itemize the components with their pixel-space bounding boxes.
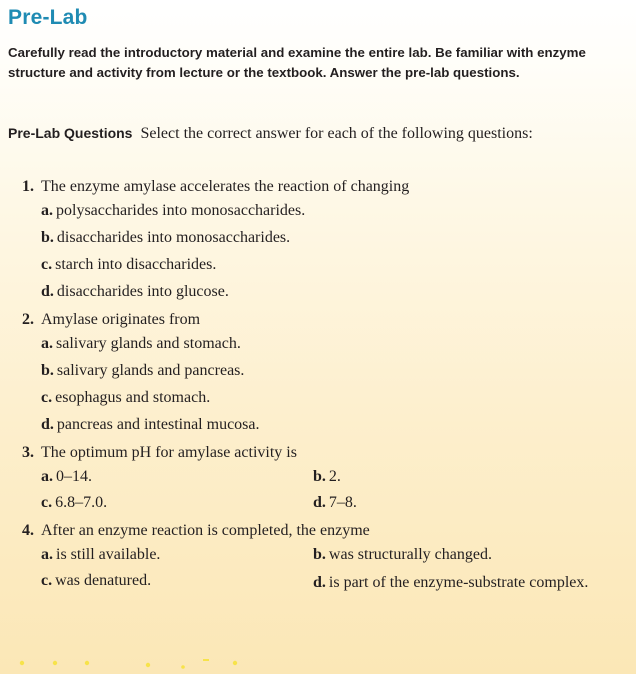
option-letter: c.	[41, 494, 53, 511]
option-text: disaccharides into monosaccharides.	[56, 229, 291, 246]
question-2	[22, 311, 622, 329]
question-number: 4.	[22, 522, 34, 539]
option-2a[interactable]	[41, 335, 601, 353]
option-text: esophagus and stomach.	[55, 389, 211, 406]
question-number: 2.	[22, 311, 34, 328]
option-1d[interactable]	[41, 283, 601, 301]
decorative-dot	[181, 665, 185, 669]
option-text: salivary glands and stomach.	[56, 335, 241, 352]
question-text: The optimum pH for amylase activity is	[41, 444, 297, 461]
option-letter: a.	[41, 335, 53, 352]
option-text: is still available.	[56, 546, 161, 563]
option-text: 6.8–7.0.	[55, 494, 108, 511]
question-4	[22, 522, 622, 540]
decorative-dot	[53, 661, 57, 665]
section-title: Pre-Lab	[8, 6, 88, 29]
decorative-dot	[20, 661, 24, 665]
option-text: starch into disaccharides.	[55, 256, 217, 273]
option-letter: b.	[313, 546, 326, 563]
option-letter: d.	[313, 574, 326, 591]
option-text: 0–14.	[56, 468, 92, 485]
option-2b[interactable]	[41, 362, 601, 380]
option-1a[interactable]	[41, 202, 601, 220]
option-letter: b.	[313, 468, 326, 485]
option-letter: b.	[41, 362, 54, 379]
decorative-dash	[203, 659, 209, 661]
decorative-dots	[0, 655, 636, 674]
option-letter: d.	[41, 416, 54, 433]
option-text: polysaccharides into monosaccharides.	[56, 202, 306, 219]
option-4d[interactable]	[313, 572, 603, 594]
questions-label: Pre-Lab Questions	[8, 125, 133, 141]
decorative-dot	[146, 663, 150, 667]
option-3b[interactable]	[313, 468, 583, 486]
option-text: 2.	[328, 468, 341, 485]
decorative-dot	[85, 661, 89, 665]
option-3d[interactable]	[313, 494, 583, 512]
option-4c[interactable]	[41, 572, 311, 590]
option-2c[interactable]	[41, 389, 601, 407]
intro-paragraph: Carefully read the introductory material and examine the entire lab. Be familiar with enzyme structure and activity from lecture or the textbook. Answer the pre-lab questions.	[8, 45, 586, 80]
question-3	[22, 444, 622, 462]
option-1b[interactable]	[41, 229, 601, 247]
option-letter: c.	[41, 389, 53, 406]
option-text: was denatured.	[55, 572, 152, 589]
option-letter: c.	[41, 256, 53, 273]
option-letter: a.	[41, 202, 53, 219]
option-text: disaccharides into glucose.	[56, 283, 229, 300]
option-4a[interactable]	[41, 546, 311, 564]
option-4b[interactable]	[313, 546, 583, 564]
question-text: Amylase originates from	[41, 311, 201, 328]
question-number: 3.	[22, 444, 34, 461]
questions-heading	[8, 123, 628, 144]
option-letter: a.	[41, 546, 53, 563]
option-letter: d.	[313, 494, 326, 511]
option-3a[interactable]	[41, 468, 311, 486]
question-text: The enzyme amylase accelerates the reaction of changing	[41, 178, 410, 195]
option-2d[interactable]	[41, 416, 601, 434]
option-letter: c.	[41, 572, 53, 589]
option-text: was structurally changed.	[328, 546, 492, 563]
option-3c[interactable]	[41, 494, 311, 512]
question-text: After an enzyme reaction is completed, the enzyme	[41, 522, 370, 539]
decorative-dot	[233, 661, 237, 665]
questions-instruction: Select the correct answer for each of the following questions:	[140, 125, 533, 142]
question-number: 1.	[22, 178, 34, 195]
option-text: pancreas and intestinal mucosa.	[56, 416, 260, 433]
option-text: 7–8.	[328, 494, 357, 511]
option-letter: a.	[41, 468, 53, 485]
option-text: is part of the enzyme-substrate complex.	[328, 574, 589, 591]
question-1	[22, 178, 622, 196]
option-letter: d.	[41, 283, 54, 300]
option-1c[interactable]	[41, 256, 601, 274]
option-letter: b.	[41, 229, 54, 246]
option-text: salivary glands and pancreas.	[56, 362, 245, 379]
